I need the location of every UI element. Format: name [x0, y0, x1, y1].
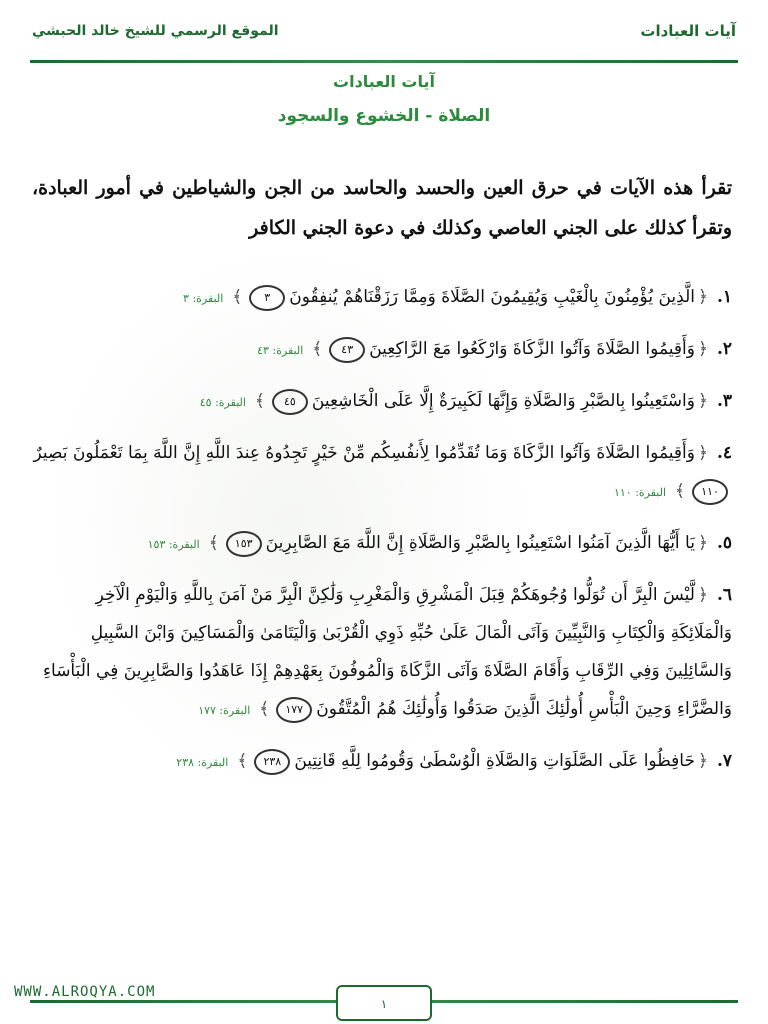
close-bracket-icon: ﴾ [254, 391, 265, 411]
header-divider [30, 60, 738, 63]
ayah-marker: ١٥٣ [226, 531, 262, 557]
verse-text: حَافِظُوا عَلَى الصَّلَوَاتِ وَالصَّلَاةِ الْوُسْطَىٰ وَقُومُوا لِلَّهِ قَانِتِينَ [294, 751, 695, 771]
verse-number: ٢. [716, 339, 732, 359]
verse-reference: البقرة: ١٥٣ [147, 538, 200, 551]
verse-text: وَأَقِيمُوا الصَّلَاةَ وَآتُوا الزَّكَاةَ وَمَا تُقَدِّمُوا لِأَنفُسِكُم مِّنْ خَيْرٍ تَجِدُوهُ عِندَ اللَّهِ إِنَّ اللَّهَ بِمَا تَعْمَلُونَ بَصِيرٌ [33, 443, 695, 463]
verse-item [32, 570, 732, 736]
open-bracket-icon: ﴿ [697, 751, 708, 771]
close-bracket-icon: ﴾ [237, 751, 248, 771]
open-bracket-icon: ﴿ [697, 443, 708, 463]
verse-item [32, 428, 732, 518]
page-title: آيات العبادات [333, 72, 435, 91]
ayah-marker: ١٧٧ [276, 697, 312, 723]
verse-text: الَّذِينَ يُؤْمِنُونَ بِالْغَيْبِ وَيُقِيمُونَ الصَّلَاةَ وَمِمَّا رَزَقْنَاهُمْ يُنفِقُونَ [289, 287, 695, 307]
verse-item [32, 736, 732, 788]
verse-list [32, 272, 732, 788]
verse-item [32, 376, 732, 428]
verse-reference: البقرة: ٤٣ [257, 344, 304, 357]
page-number: ١ [336, 985, 432, 1021]
verse-item [32, 272, 732, 324]
open-bracket-icon: ﴿ [697, 585, 708, 605]
open-bracket-icon: ﴿ [697, 287, 708, 307]
ayah-marker: ١١٠ [692, 479, 728, 505]
verse-text: وَأَقِيمُوا الصَّلَاةَ وَآتُوا الزَّكَاةَ وَارْكَعُوا مَعَ الرَّاكِعِينَ [369, 339, 695, 359]
verse-number: ٤. [716, 443, 732, 463]
ayah-marker: ٣ [249, 285, 285, 311]
verse-item [32, 324, 732, 376]
page-header [0, 0, 768, 62]
verse-number: ٥. [716, 533, 732, 553]
verse-reference: البقرة: ٢٣٨ [176, 756, 229, 769]
verse-item [32, 518, 732, 570]
verse-number: ١. [716, 287, 732, 307]
verse-number: ٣. [716, 391, 732, 411]
ayah-marker: ٤٣ [329, 337, 365, 363]
open-bracket-icon: ﴿ [697, 533, 708, 553]
verse-text: لَّيْسَ الْبِرَّ أَن تُوَلُّوا وُجُوهَكُمْ قِبَلَ الْمَشْرِقِ وَالْمَغْرِبِ وَلَٰكِنَّ الْبِرَّ مَنْ آمَنَ بِاللَّهِ وَالْيَوْمِ الْآخِرِ وَالْمَلَائِكَةِ وَالْكِتَابِ وَالنَّبِيِّينَ وَآتَى الْمَالَ عَلَىٰ حُبِّهِ ذَوِي الْقُرْبَىٰ وَالْيَتَامَىٰ وَالْمَسَاكِينَ وَابْنَ السَّبِيلِ وَالسَّائِلِينَ وَفِي الرِّقَابِ وَأَقَامَ الصَّلَاةَ وَآتَى الزَّكَاةَ وَالْمُوفُونَ بِعَهْدِهِمْ إِذَا عَاهَدُوا وَالصَّابِرِينَ فِي الْبَأْسَاءِ وَالضَّرَّاءِ وَحِينَ الْبَأْسِ أُولَٰئِكَ الَّذِينَ صَدَقُوا وَأُولَٰئِكَ هُمُ الْمُتَّقُونَ [43, 585, 732, 719]
close-bracket-icon: ﴾ [232, 287, 243, 307]
close-bracket-icon: ﴾ [675, 481, 685, 501]
verse-number: ٦. [716, 585, 732, 605]
verse-text: وَاسْتَعِينُوا بِالصَّبْرِ وَالصَّلَاةِ وَإِنَّهَا لَكَبِيرَةٌ إِلَّا عَلَى الْخَاشِعِينَ [311, 391, 695, 411]
close-bracket-icon: ﴾ [312, 339, 323, 359]
verse-number: ٧. [716, 751, 732, 771]
open-bracket-icon: ﴿ [697, 391, 708, 411]
intro-paragraph: تقرأ هذه الآيات في حرق العين والحسد والحاسد من الجن والشياطين في أمور العبادة، وتقرأ كذلك على الجني العاصي وكذلك في دعوة الجني الكافر [32, 177, 732, 239]
ayah-marker: ٤٥ [272, 389, 308, 415]
close-bracket-icon: ﴾ [259, 699, 270, 719]
open-bracket-icon: ﴿ [697, 339, 708, 359]
verse-reference: البقرة: ١١٠ [613, 486, 667, 499]
verse-reference: البقرة: ١٧٧ [198, 704, 251, 717]
header-site-name: الموقع الرسمي للشيخ خالد الحبشي [32, 23, 279, 39]
verse-text: يَا أَيُّهَا الَّذِينَ آمَنُوا اسْتَعِينُوا بِالصَّبْرِ وَالصَّلَاةِ إِنَّ اللَّهَ مَعَ الصَّابِرِينَ [265, 533, 695, 553]
section-title: الصلاة - الخشوع والسجود [277, 106, 491, 126]
ayah-marker: ٢٣٨ [254, 749, 290, 775]
verse-reference: البقرة: ٣ [183, 292, 224, 305]
close-bracket-icon: ﴾ [208, 533, 219, 553]
verse-reference: البقرة: ٤٥ [199, 396, 246, 409]
header-title: آيات العبادات [640, 22, 736, 40]
footer-website[interactable]: WWW.ALROQYA.COM [14, 984, 156, 1000]
